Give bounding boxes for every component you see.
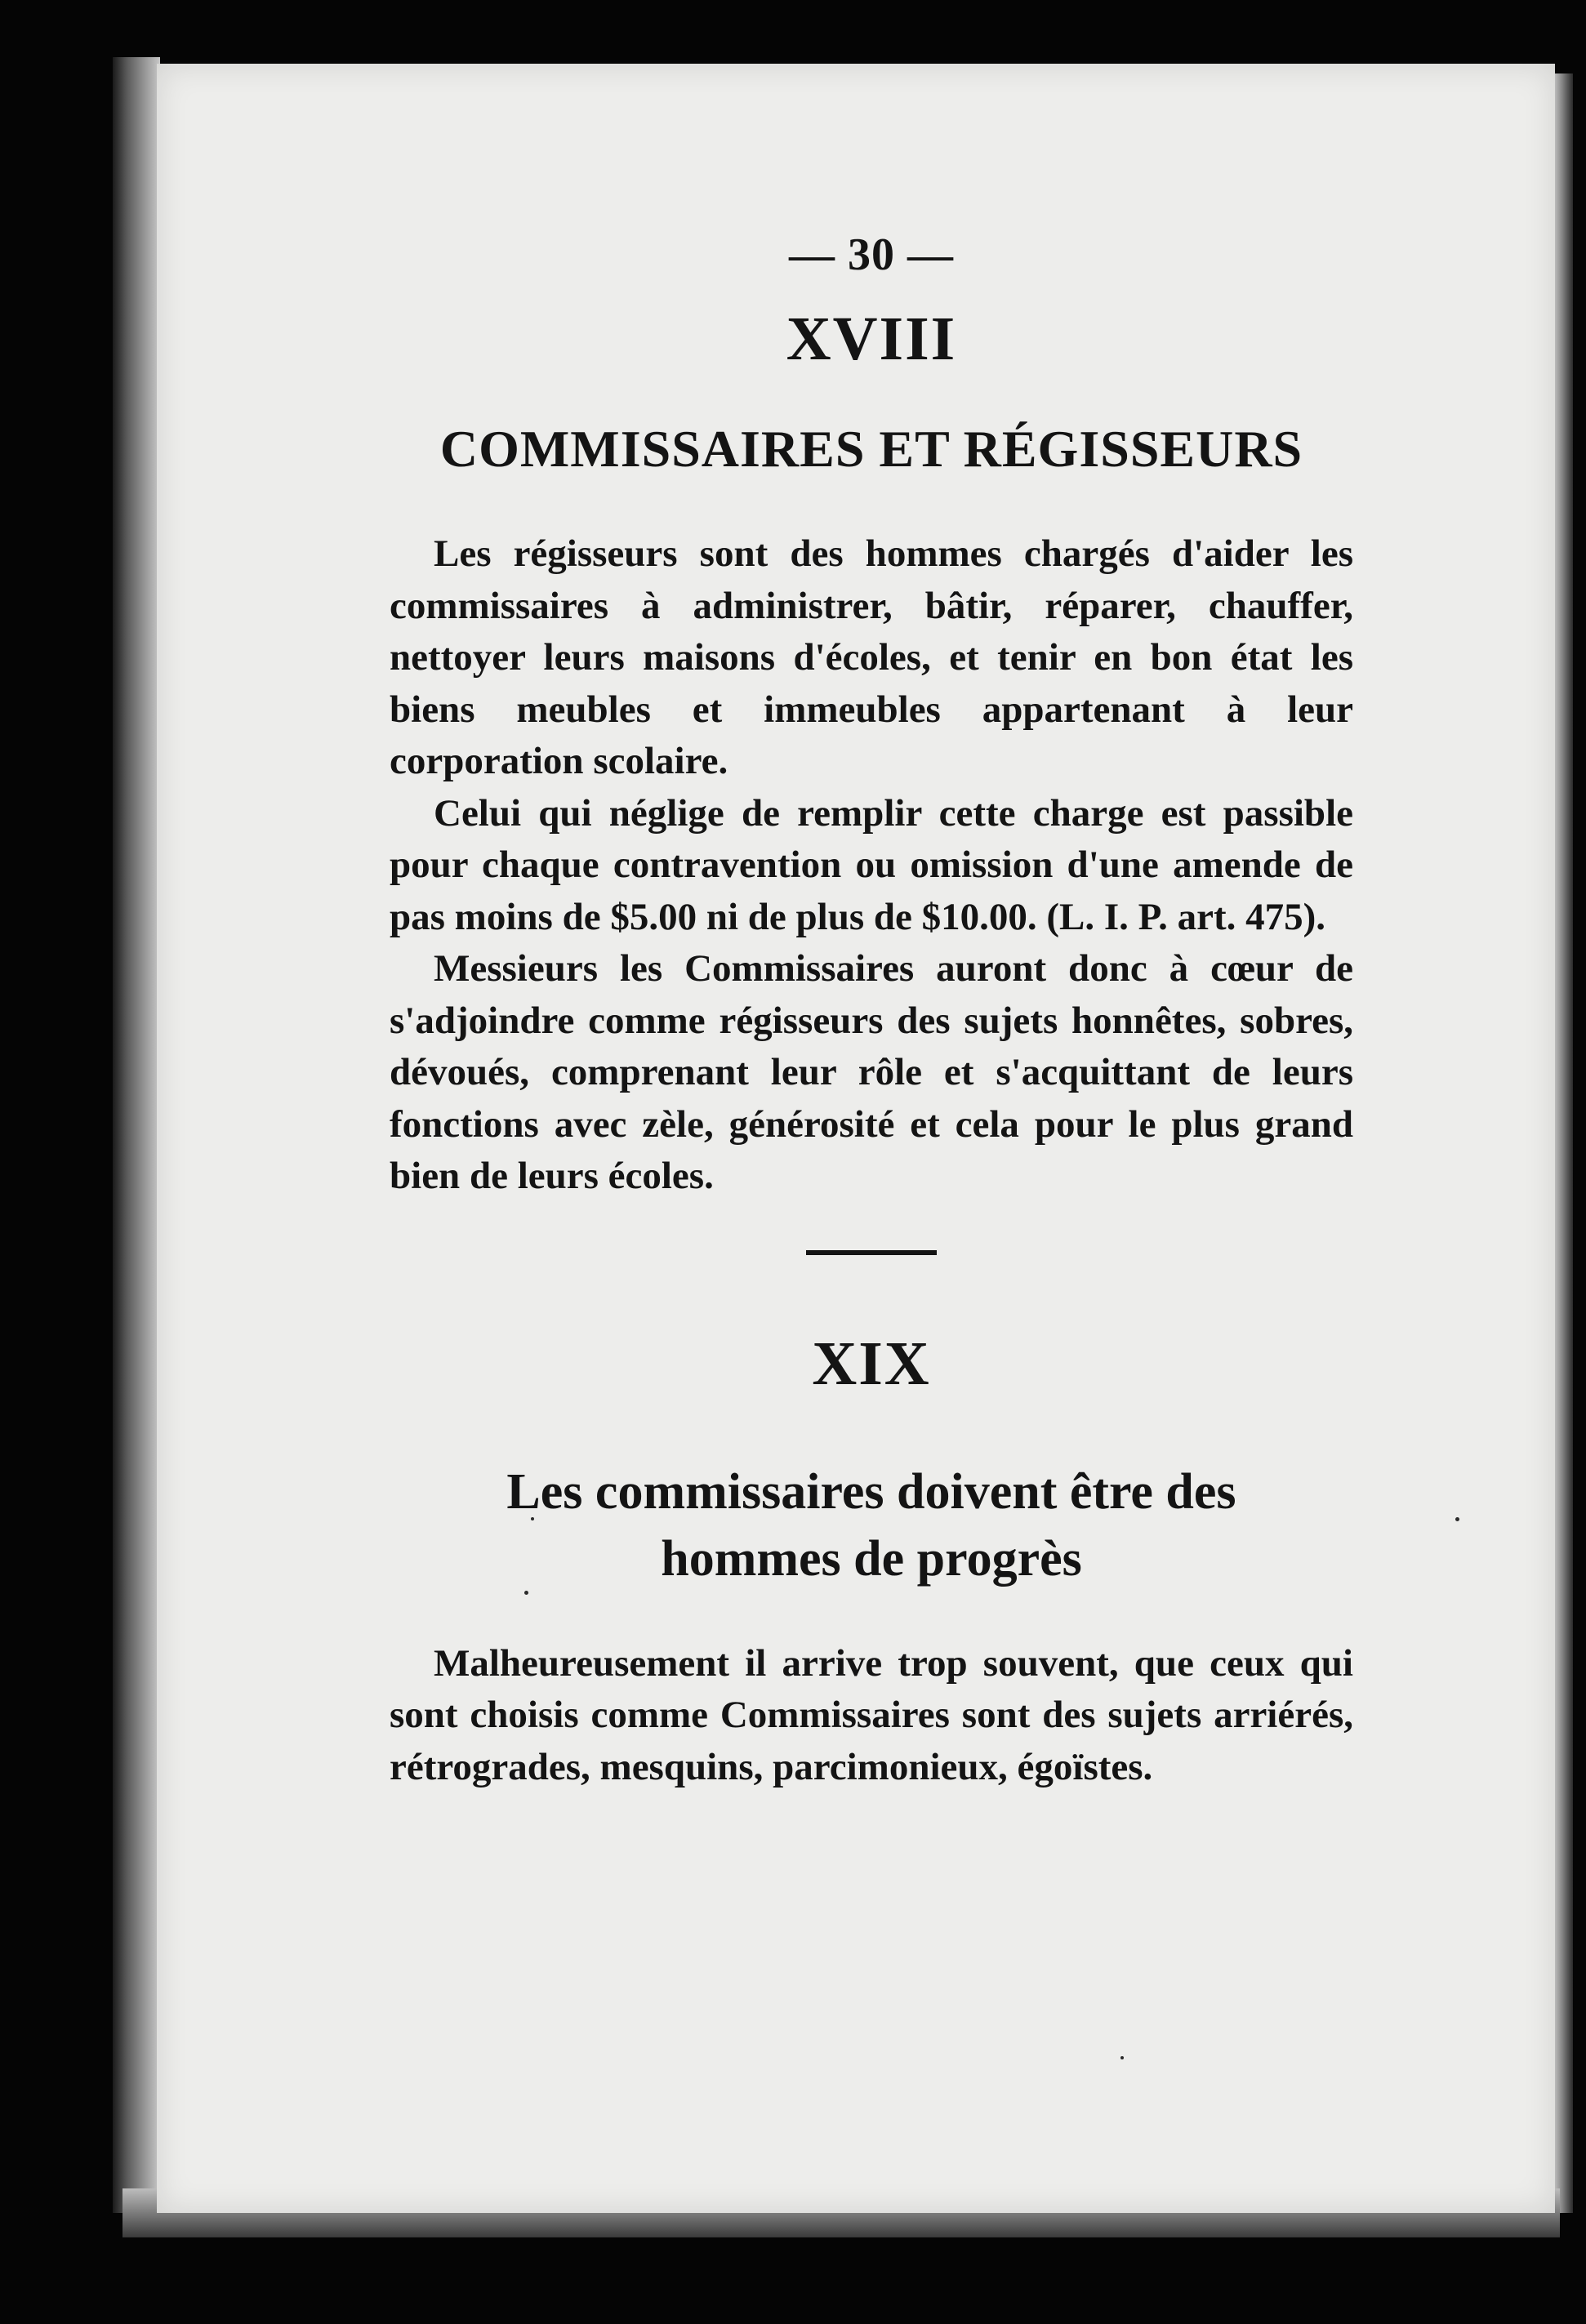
chapter-number: XVIII (786, 305, 957, 373)
paragraph: Les régisseurs sont des hommes chargés d'aider les commissaires à administrer, bâtir, réparer, chauffer, nettoyer leurs maisons d'écoles, et tenir en bon état les biens meubles et immeubles appartenant à leur corporation scolaire. (390, 532, 1353, 782)
book-binding-left-edge (113, 57, 160, 2213)
paragraph: Malheureusement il arrive trop souvent, que ceux qui sont choisis comme Commissaires sont des sujets arriérés, rétrogrades, mesquins, parcimonieux, égoïstes. (390, 1641, 1353, 1788)
section-xix (390, 1329, 1353, 1794)
chapter-number: XIX (812, 1329, 931, 1398)
chapter-title (390, 1458, 1353, 1592)
section-divider (806, 1250, 937, 1255)
paragraph: Messieurs les Commissaires auront donc à cœur de s'adjoindre comme régisseurs des sujets honnêtes, sobres, dévoués, comprenant leur rôle et s'acquittant de leurs fonctions avec zèle, générosité et cela pour le plus grand bien de leurs écoles. (390, 947, 1353, 1197)
chapter-title-line: hommes de progrès (661, 1530, 1082, 1587)
section-xviii (390, 304, 1353, 1203)
chapter-title-line: Les commissaires doivent être des (506, 1463, 1236, 1520)
paragraph: Celui qui néglige de remplir cette charge est passible pour chaque contravention ou omission d'une amende de pas moins de $5.00 ni de plus de $10.00. (L. I. P. art. 475). (390, 791, 1353, 938)
page-content (390, 229, 1353, 1793)
page-number: — 30 — (789, 229, 954, 280)
chapter-title: COMMISSAIRES ET RÉGISSEURS (439, 420, 1303, 478)
